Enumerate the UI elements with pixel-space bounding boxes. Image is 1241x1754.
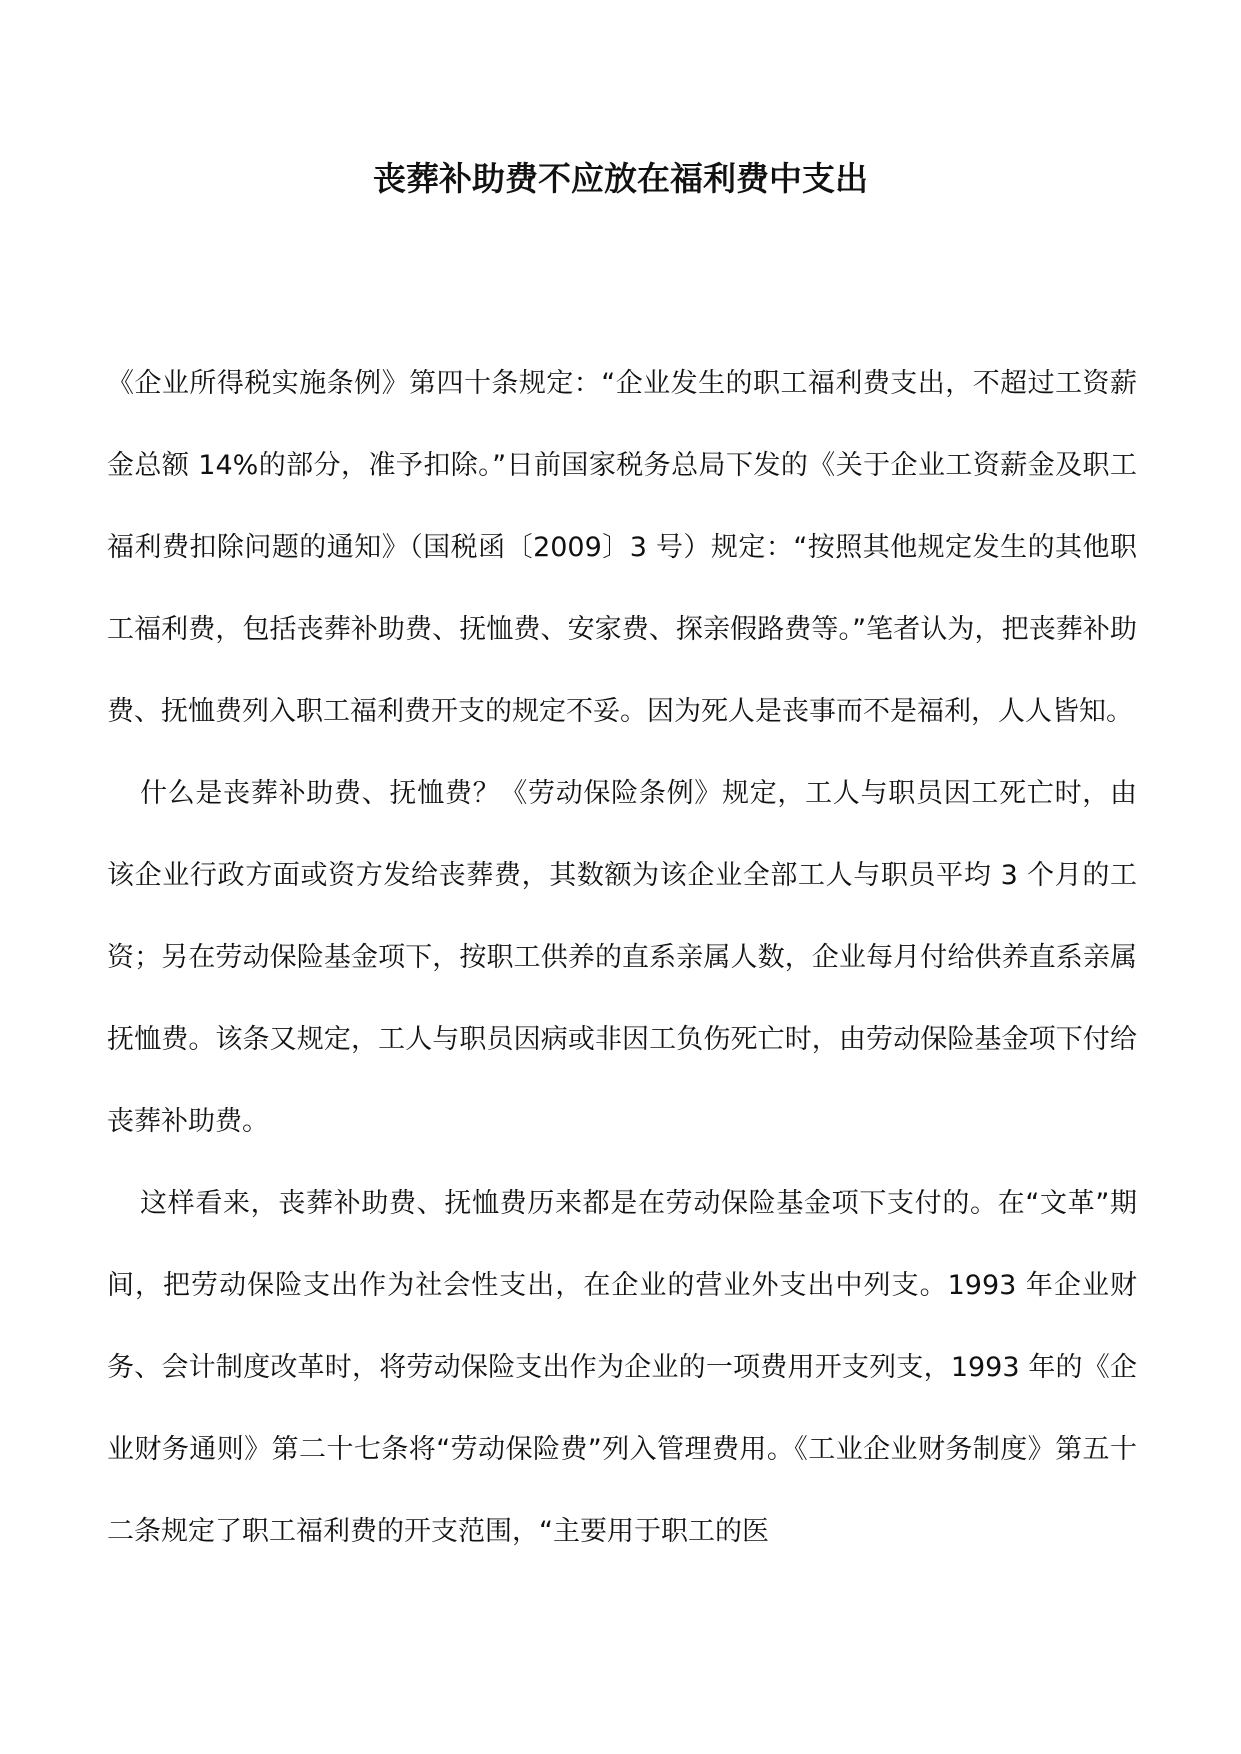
paragraph-2: 什么是丧葬补助费、抚恤费？《劳动保险条例》规定，工人与职员因工死亡时，由该企业行政方面或资方发给丧葬费，其数额为该企业全部工人与职员平均 3 个月的工资；另在劳动保险基金项下，按职工供养的直系亲属人数，企业每月付给供养直系亲属抚恤费。该条又规定，工人与职员因病或非因工负伤死亡时，由劳动保险基金项下付给丧葬补助费。 — [107, 778, 1137, 1137]
paragraph-1: 《企业所得税实施条例》第四十条规定：“企业发生的职工福利费支出，不超过工资薪金总额 14%的部分，准予扣除。”日前国家税务总局下发的《关于企业工资薪金及职工福利费扣除问题的通知》（国税函〔2009〕3 号）规定：“按照其他规定发生的其他职工福利费，包括丧葬补助费、抚恤费、安家费、探亲假路费等。”笔者认为，把丧葬补助费、抚恤费列入职工福利费开支的规定不妥。因为死人是丧事而不是福利，人人皆知。 — [107, 368, 1137, 727]
document-body — [107, 343, 1137, 1573]
document-title: 丧葬补助费不应放在福利费中支出 — [373, 159, 868, 198]
paragraph-3: 这样看来，丧葬补助费、抚恤费历来都是在劳动保险基金项下支付的。在“文革”期间，把劳动保险支出作为社会性支出，在企业的营业外支出中列支。1993 年企业财务、会计制度改革时，将劳动保险支出作为企业的一项费用开支列支，1993 年的《企业财务通则》第二十七条将“劳动保险费”列入管理费用。《工业企业财务制度》第五十二条规定了职工福利费的开支范围，“主要用于职工的医 — [107, 1188, 1137, 1547]
